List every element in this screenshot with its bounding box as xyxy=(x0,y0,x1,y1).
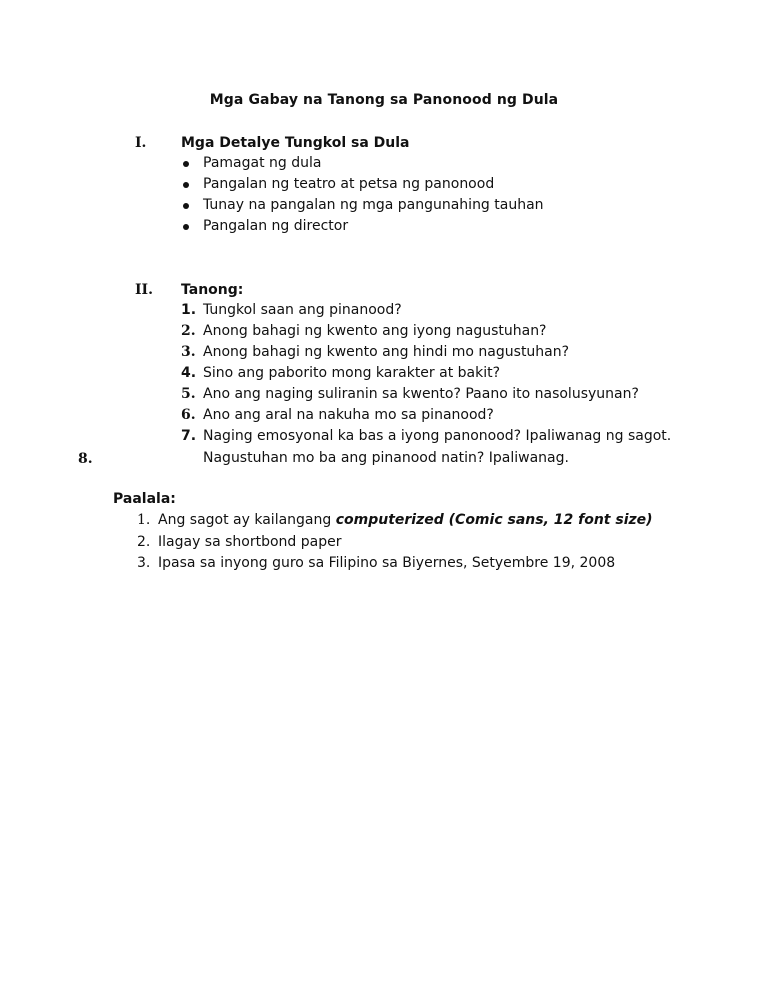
reminder-item-1 xyxy=(158,512,653,528)
bullet-icon xyxy=(183,224,189,230)
question-item-8: Nagustuhan mo ba ang pinanood natin? Ipaliwanag. xyxy=(203,450,569,466)
reminder-number: 1. xyxy=(137,512,151,528)
question-item: Ano ang naging suliranin sa kwento? Paano ito nasolusyunan? xyxy=(203,386,639,402)
reminder-item-1-emphasis: computerized (Comic sans, 12 font size) xyxy=(335,512,653,528)
reminder-number: 3. xyxy=(137,555,151,571)
question-number: 3. xyxy=(181,344,196,360)
detail-item: Pangalan ng director xyxy=(203,218,349,234)
question-number: 5. xyxy=(181,386,196,402)
detail-item: Pamagat ng dula xyxy=(203,155,322,171)
section-2-numeral: II. xyxy=(135,282,153,298)
section-1-numeral: I. xyxy=(135,135,147,151)
question-item: Anong bahagi ng kwento ang hindi mo nagustuhan? xyxy=(203,344,570,360)
question-number: 6. xyxy=(181,407,196,423)
question-item: Anong bahagi ng kwento ang iyong nagustuhan? xyxy=(203,323,547,339)
reminder-item-1-text: Ang sagot ay kailangang xyxy=(158,512,336,528)
section-1-heading: Mga Detalye Tungkol sa Dula xyxy=(181,135,410,151)
reminder-item-2: Ilagay sa shortbond paper xyxy=(158,534,342,550)
question-number: 7. xyxy=(181,428,197,444)
page-title: Mga Gabay na Tanong sa Panonood ng Dula xyxy=(209,92,559,108)
bullet-icon xyxy=(183,161,189,167)
question-item: Tungkol saan ang pinanood? xyxy=(203,302,402,318)
bullet-icon xyxy=(183,203,189,209)
paalala-heading: Paalala: xyxy=(113,491,176,507)
section-2-heading: Tanong: xyxy=(181,282,244,298)
reminder-item-3: Ipasa sa inyong guro sa Filipino sa Biyernes, Setyembre 19, 2008 xyxy=(158,555,616,571)
detail-item: Tunay na pangalan ng mga pangunahing tauhan xyxy=(203,197,544,213)
detail-item: Pangalan ng teatro at petsa ng panonood xyxy=(203,176,495,192)
question-item: Ano ang aral na nakuha mo sa pinanood? xyxy=(203,407,494,423)
question-number-8: 8. xyxy=(78,451,93,467)
question-number: 4. xyxy=(181,365,197,381)
question-item: Sino ang paborito mong karakter at bakit? xyxy=(203,365,501,381)
question-number: 2. xyxy=(181,323,196,339)
bullet-icon xyxy=(183,182,189,188)
question-number: 1. xyxy=(181,302,197,318)
reminder-number: 2. xyxy=(137,534,151,550)
question-item: Naging emosyonal ka bas a iyong panonood? Ipaliwanag ng sagot. xyxy=(203,428,672,444)
